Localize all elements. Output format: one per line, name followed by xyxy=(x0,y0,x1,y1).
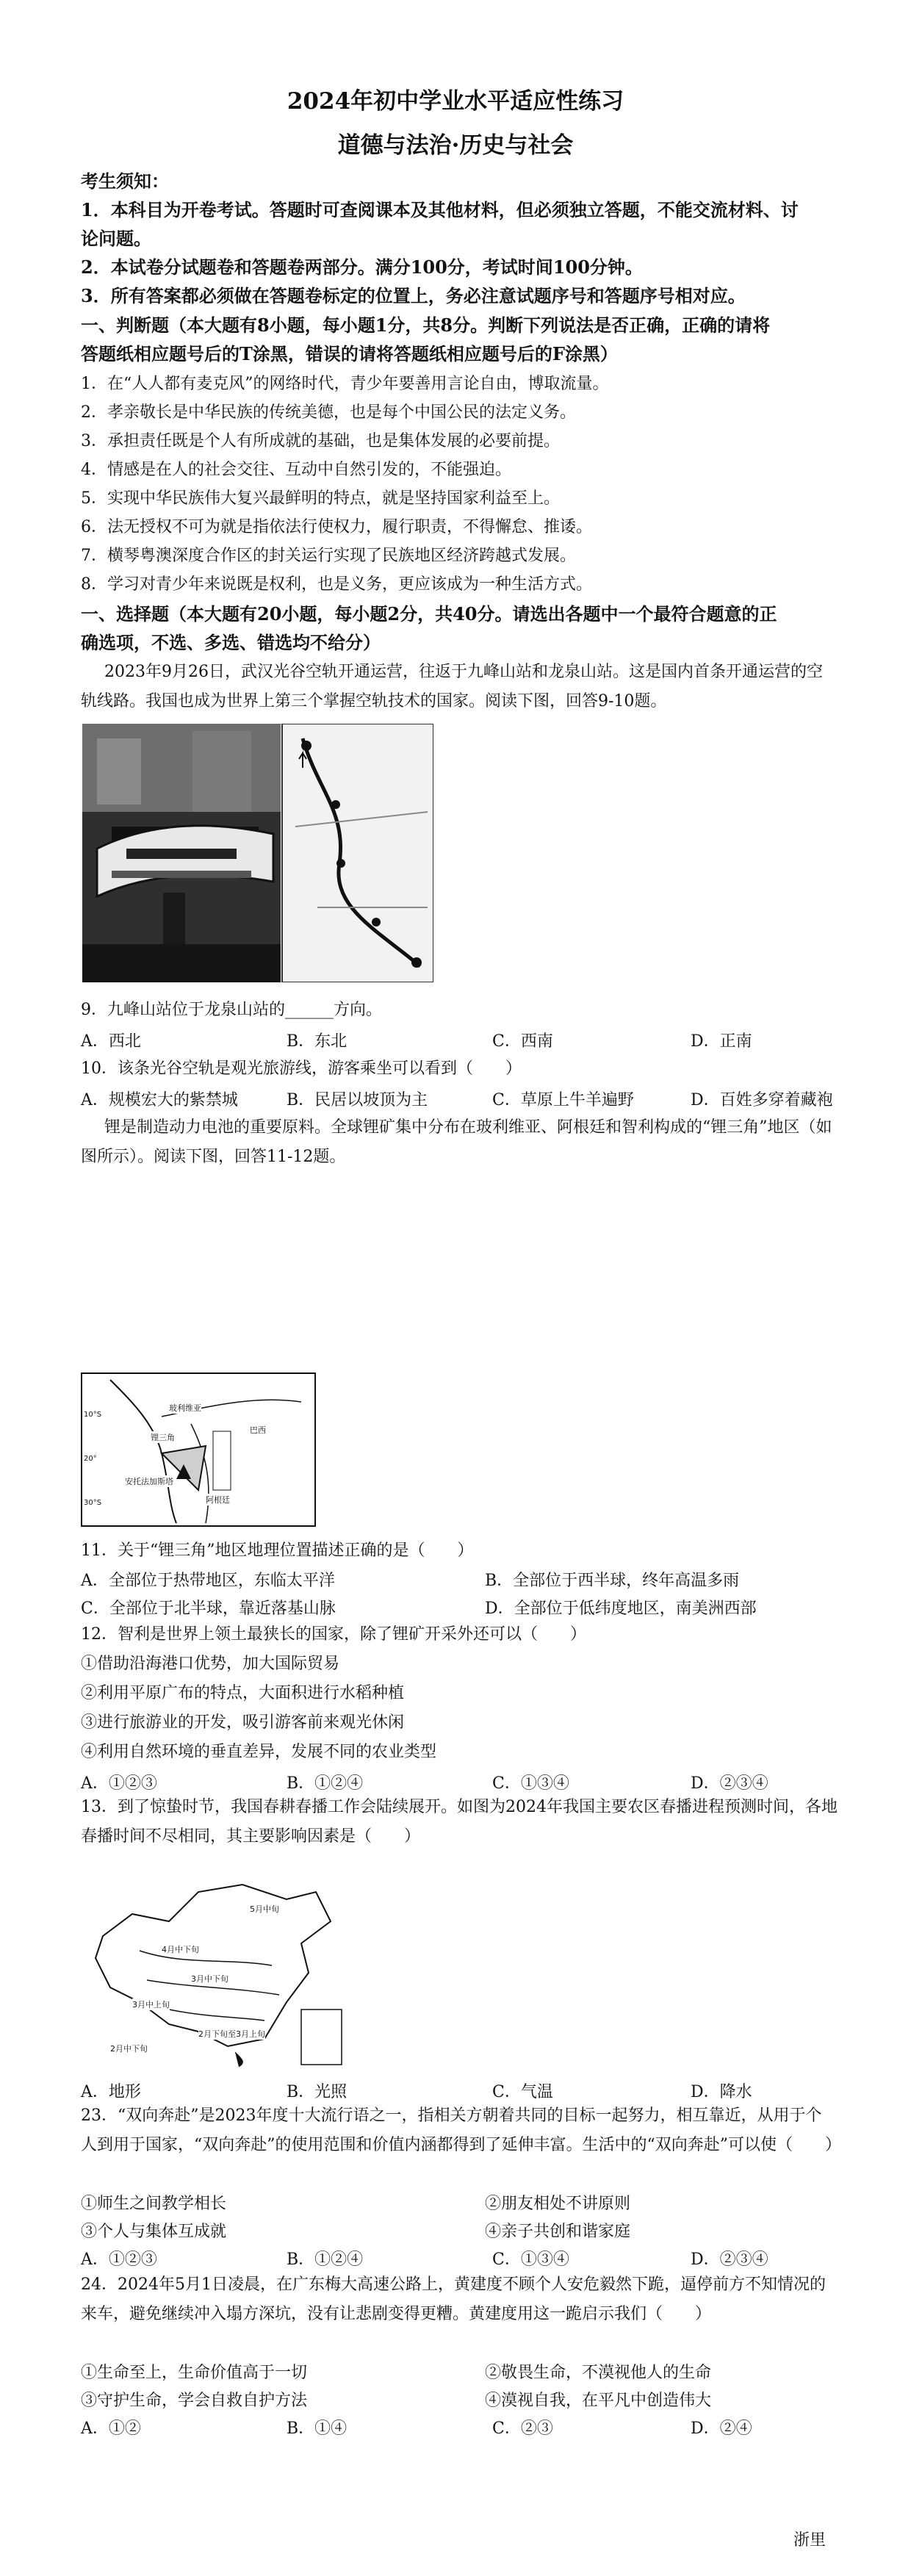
statement: ③进行旅游业的开发，吸引游客前来观光休闲 xyxy=(81,1713,405,1732)
section-heading-choice: 一、选择题（本大题有20小题，每小题2分，共40分。请选出各题中一个最符合题意的正 xyxy=(81,603,777,625)
map-label: 5月中旬 xyxy=(250,1904,279,1914)
judgment-item: 4．情感是在人的社会交往、互动中自然引发的，不能强迫。 xyxy=(81,461,511,479)
map-label: 阿根廷 xyxy=(206,1495,230,1505)
section-heading-choice: 确选项，不选、多选、错选均不给分） xyxy=(81,632,381,653)
option-d: D．②③④ xyxy=(691,2251,768,2269)
statement: ④漠视自我，在平凡中创造伟大 xyxy=(485,2392,712,2410)
material-paragraph: 2023年9月26日，武汉光谷空轨开通运营，往返于九峰山站和龙泉山站。这是国内首条开通运营的空轨线路。我国也成为世界上第三个掌握空轨技术的国家。阅读下图，回答9-10题。 xyxy=(81,663,823,710)
option-b: B．①②④ xyxy=(287,2251,364,2269)
question-options xyxy=(81,1596,838,1618)
material-paragraph: 锂是制造动力电池的重要原料。全球锂矿集中分布在玻利维亚、阿根廷和智利构成的“锂三角”地区（如图所示）。阅读下图，回答11-12题。 xyxy=(81,1118,832,1166)
statement: ③个人与集体互成就 xyxy=(81,2223,227,2241)
notice-item: 2．本试卷分试题卷和答题卷两部分。满分100分，考试时间100分钟。 xyxy=(81,256,643,278)
option-b: B．光照 xyxy=(287,2083,348,2101)
statement-row xyxy=(81,2388,838,2410)
map-label: 玻利维亚 xyxy=(169,1403,201,1413)
map-label: 2月中下旬 xyxy=(110,2044,148,2054)
statement: ①借助沿海港口优势，加大国际贸易 xyxy=(81,1655,340,1673)
question-options xyxy=(81,2416,838,2438)
section-heading-judgment: 一、判断题（本大题有8小题，每小题1分，共8分。判断下列说法是否正确，正确的请将 xyxy=(81,314,771,336)
question-stem: 23．“双向奔赴”是2023年度十大流行语之一，指相关方朝着共同的目标一起努力，相互靠近，从用于个人到用于国家，“双向奔赴”的使用范围和价值内涵都得到了延伸丰富。生活中的“双向奔赴”可以使（ ） xyxy=(81,2107,841,2154)
option-b: B．①④ xyxy=(287,2420,348,2438)
notice-item: 论问题。 xyxy=(81,228,151,249)
statement-row xyxy=(81,2360,838,2382)
statement: ②朋友相处不讲原则 xyxy=(485,2195,631,2213)
monorail-figure xyxy=(82,724,433,982)
option-c: C．气温 xyxy=(492,2083,553,2101)
map-label: 30°S xyxy=(84,1499,102,1507)
question-options xyxy=(81,1568,838,1590)
map-label: 10°S xyxy=(84,1411,102,1419)
option-a: A．①②③ xyxy=(81,2251,157,2269)
judgment-item: 1．在“人人都有麦克风”的网络时代，青少年要善用言论自由，博取流量。 xyxy=(81,375,609,393)
option-a: A．①② xyxy=(81,2420,141,2438)
china-sowing-map xyxy=(81,1870,345,2068)
option-b: B．①②④ xyxy=(287,1774,364,1793)
map-label: 安托法加斯塔 xyxy=(125,1477,173,1486)
option-c: C．①③④ xyxy=(492,2251,569,2269)
judgment-item: 3．承担责任既是个人有所成就的基础，也是集体发展的必要前提。 xyxy=(81,432,560,450)
judgment-item: 6．法无授权不可为就是指依法行使权力，履行职责，不得懈怠、推诿。 xyxy=(81,518,592,536)
statement: ④亲子共创和谐家庭 xyxy=(485,2223,631,2241)
page-subtitle: 道德与法治·历史与社会 xyxy=(337,132,574,159)
question-options xyxy=(81,2247,838,2269)
statement: ①师生之间教学相长 xyxy=(81,2195,227,2213)
judgment-item: 5．实现中华民族伟大复兴最鲜明的特点，就是坚持国家利益至上。 xyxy=(81,489,560,508)
statement-row xyxy=(81,2219,838,2241)
statement-row xyxy=(81,2191,838,2213)
statement: ③守护生命，学会自救自护方法 xyxy=(81,2392,308,2410)
option-a: A．规模宏大的紫禁城 xyxy=(81,1091,238,1109)
question-stem: 10．该条光谷空轨是观光旅游线，游客乘坐可以看到（ ） xyxy=(81,1059,522,1078)
statement: ②敬畏生命，不漠视他人的生命 xyxy=(485,2364,712,2382)
option-d: D．②④ xyxy=(691,2420,752,2438)
map-label: 巴西 xyxy=(250,1425,266,1435)
judgment-item: 7．横琴粤澳深度合作区的封关运行实现了民族地区经济跨越式发展。 xyxy=(81,547,576,565)
map-label: 3月中下旬 xyxy=(191,1974,228,1984)
notice-item: 1．本科目为开卷考试。答题时可查阅课本及其他材料，但必须独立答题，不能交流材料、讨 xyxy=(81,199,799,220)
question-options xyxy=(81,2079,838,2101)
question-stem: 24．2024年5月1日凌晨，在广东梅大高速公路上，黄建度不顾个人安危毅然下跪，逼停前方不知情况的来车，避免继续冲入塌方深坑，没有让悲剧变得更糟。黄建度用这一跪启示我们（ ） xyxy=(81,2275,826,2323)
footer-mark: 浙里 xyxy=(793,2531,827,2550)
option-b: B．东北 xyxy=(287,1032,348,1051)
question-stem: 9．九峰山站位于龙泉山站的______方向。 xyxy=(81,1001,382,1019)
statement: ④利用自然环境的垂直差异，发展不同的农业类型 xyxy=(81,1743,437,1761)
statement: ①生命至上，生命价值高于一切 xyxy=(81,2364,308,2382)
option-a: A．①②③ xyxy=(81,1774,157,1793)
option-a: A．西北 xyxy=(81,1032,141,1051)
map-label: 20° xyxy=(84,1455,97,1463)
page-title: 2024年初中学业水平适应性练习 xyxy=(287,88,624,115)
map-label: 4月中下旬 xyxy=(162,1945,199,1954)
option-a: A．地形 xyxy=(81,2083,141,2101)
question-options xyxy=(81,1087,838,1109)
section-heading-judgment: 答题纸相应题号后的T涂黑，错误的请将答题纸相应题号后的F涂黑） xyxy=(81,343,618,364)
option-c: C．全部位于北半球，靠近落基山脉 xyxy=(81,1600,336,1618)
notice-item: 3．所有答案都必须做在答题卷标定的位置上，务必注意试题序号和答题序号相对应。 xyxy=(81,285,746,306)
option-b: B．民居以坡顶为主 xyxy=(287,1091,428,1109)
map-label: 3月中上旬 xyxy=(132,2000,170,2010)
question-options xyxy=(81,1029,838,1051)
option-c: C．①③④ xyxy=(492,1774,569,1793)
option-c: C．②③ xyxy=(492,2420,553,2438)
question-stem: 11．关于“锂三角”地区地理位置描述正确的是（ ） xyxy=(81,1541,474,1560)
option-a: A．全部位于热带地区，东临太平洋 xyxy=(81,1572,335,1590)
option-d: D．百姓多穿着藏袍 xyxy=(691,1091,833,1109)
option-d: D．全部位于低纬度地区，南美洲西部 xyxy=(485,1600,757,1618)
option-d: D．降水 xyxy=(691,2083,752,2101)
question-stem: 13．到了惊蛰时节，我国春耕春播工作会陆续展开。如图为2024年我国主要农区春播进程预测时间，各地春播时间不尽相同，其主要影响因素是（ ） xyxy=(81,1798,838,1846)
option-c: C．西南 xyxy=(492,1032,553,1051)
statement: ②利用平原广布的特点，大面积进行水稻种植 xyxy=(81,1684,405,1702)
option-c: C．草原上牛羊遍野 xyxy=(492,1091,634,1109)
option-d: D．正南 xyxy=(691,1032,752,1051)
judgment-item: 2．孝亲敬长是中华民族的传统美德，也是每个中国公民的法定义务。 xyxy=(81,403,576,422)
map-label: 2月下旬至3月上旬 xyxy=(198,2029,265,2039)
map-label: 锂三角 xyxy=(151,1433,175,1442)
question-stem: 12．智利是世界上领土最狭长的国家，除了锂矿开采外还可以（ ） xyxy=(81,1625,586,1644)
judgment-item: 8．学习对青少年来说既是权利，也是义务，更应该成为一种生活方式。 xyxy=(81,575,592,594)
option-b: B．全部位于西半球，终年高温多雨 xyxy=(485,1572,740,1590)
notice-heading: 考生须知： xyxy=(81,170,169,192)
option-d: D．②③④ xyxy=(691,1774,768,1793)
lithium-triangle-map xyxy=(81,1372,316,1527)
question-options xyxy=(81,1771,838,1793)
